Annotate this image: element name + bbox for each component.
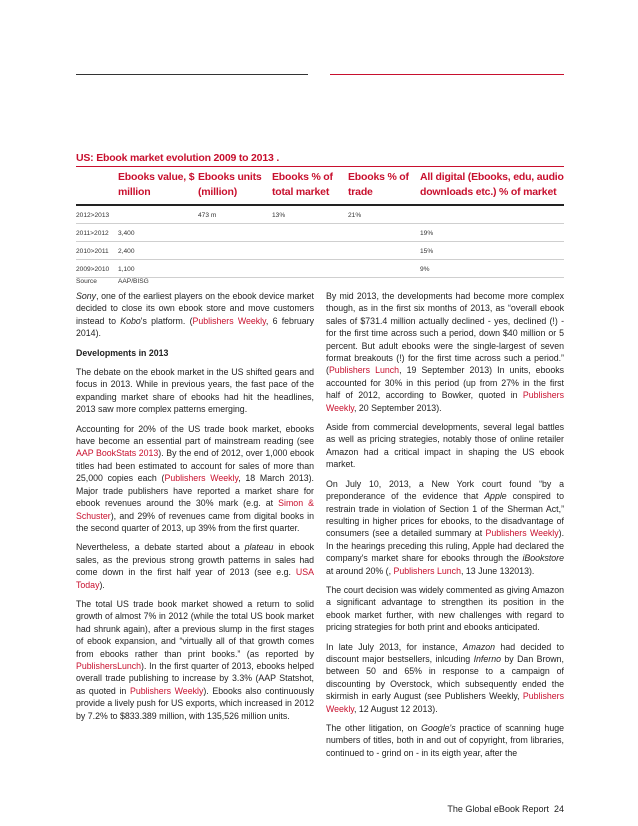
left-column — [76, 290, 314, 729]
page-footer — [447, 804, 564, 814]
paragraph: Sony, one of the earliest players on the ebook device market decided to close its own ebook store and move customers instead to Kobo's platform. (Publishers Weekly, 6 february 2014). — [76, 291, 314, 339]
paragraph: By mid 2013, the developments had become more complex though, as in the first six months of 2013, as “overall ebook sales of $731.4 million actually declined - yes, declined (!) - for the first time across such a period, down $40 million or 5 percent. But adult ebooks were the single-largest of seven format breakouts (!) for the first time across such a period.” (Publishers Lunch, 19 September 2013) In units, ebooks accounted for 30% in this period (up from 27% in the first half of 2012, according to Bowker, quoted in Publishers Weekly, 20 September 2013). — [326, 291, 565, 413]
table-title-rule — [76, 166, 564, 167]
section-heading: Developments in 2013 — [76, 347, 169, 358]
right-column — [326, 290, 564, 766]
row-pct-total: 13% — [272, 212, 286, 219]
source-link[interactable]: Publishers Weekly — [192, 315, 266, 326]
row-value: 3,400 — [118, 230, 135, 237]
col-header-pct-trade: Ebooks % of trade — [348, 171, 409, 198]
row-pct-trade: 21% — [348, 212, 362, 219]
paragraph: The other litigation, on Google's practice of scanning huge numbers of titles, both in and out of copyright, from libraries, continued to - grind on - in its eigth year, after the — [326, 723, 564, 758]
row-label: 2011>2012 — [76, 230, 109, 237]
table-row — [76, 206, 564, 224]
source-link[interactable]: Publishers Lunch — [328, 365, 400, 376]
col-header-units: Ebooks units (million) — [198, 171, 262, 198]
row-label: 2010>2011 — [76, 248, 109, 255]
source-value: AAP/BISG — [118, 278, 149, 285]
source-link[interactable]: Publishers Weekly — [129, 685, 204, 696]
col-header-all-digital: All digital (Ebooks, edu, audio downloads etc.) % of market — [420, 171, 564, 198]
paragraph: Aside from commercial developments, several legal battles as well as pricing strategies, notably those of online retailer Amazon had a critical impact in shaping the US ebook market. — [326, 422, 564, 470]
source-link[interactable]: Simon & Schuster — [76, 498, 314, 521]
paragraph: On July 10, 2013, a New York court found “by a preponderance of the evidence that Apple conspired to restrain trade in violation of Section 1 of the Sherman Act,” resulting in higher prices for ebooks, to the disadvantage of consumers (see a detailed summary at Publishers Weekly). In the hearings preceding this ruling, Apple had declared the company's market share for ebooks through the iBookstore at around 20% (, Publishers Lunch, 13 June 132013). — [326, 478, 565, 576]
source-link[interactable]: Publishers Weekly — [485, 528, 559, 539]
row-label: 2009>2010 — [76, 266, 110, 273]
source-link[interactable]: AAP BookStats 2013 — [76, 448, 159, 459]
source-link[interactable]: USA Today — [76, 567, 314, 590]
source-link[interactable]: Publishers Weekly — [326, 390, 564, 413]
source-label: Source — [76, 278, 97, 285]
paragraph: In late July 2013, for instance, Amazon had decided to discount major bestsellers, inlcuding Inferno by Dan Brown, between 50 and 65% in response to a campaign of discounting by Overstock, which subsequently ended the skirmish in early August (see Publishers Weekly, Publishers Weekly, 12 August 12 2013). — [326, 641, 564, 714]
source-link[interactable]: Publishers Weekly — [326, 691, 564, 714]
source-link[interactable]: Publishers Lunch — [393, 565, 461, 576]
table-row — [76, 242, 564, 260]
row-all-digital: 9% — [420, 266, 430, 273]
source-link[interactable]: Publishers Weekly — [164, 473, 239, 484]
paragraph: The total US trade book market showed a return to solid growth of almost 7% in 2012 (while the total US book market had shrunk again), after a previous slump in the first stages of ebook expansion, and “virtually all of that growth comes from ebooks rather than print books.” (as reported by PublishersLunch). In the first quarter of 2013, ebooks helped overall trade publishing to increase by 3.3% (AAP Statshot, as quoted in Publishers Weekly). Ebooks also continuously provide a lively push for US exports, which increased in 2012 by 7.2% to $833.389 million, with 135,526 million units. — [76, 598, 314, 721]
row-label: 2012>2013 — [76, 212, 110, 219]
row-all-digital: 19% — [420, 230, 434, 237]
paragraph: Nevertheless, a debate started about a plateau in ebook sales, as the previous strong growth patterns in sales had come down in the first half year of 2013 (see e.g. USA Today). — [76, 542, 314, 590]
page-number: 24 — [553, 804, 564, 814]
top-rule-left — [76, 74, 308, 75]
table-source-row — [76, 272, 564, 289]
paragraph: The court decision was widely commented as giving Amazon a significant advantage to strengthen its position in the ebook market further, with new challenges with regard to pricing strategies for both print and ebooks anticipated. — [326, 584, 564, 633]
table-row — [76, 224, 564, 242]
table-title: US: Ebook market evolution 2009 to 2013 . — [76, 152, 280, 164]
col-header-pct-total: Ebooks % of total market — [272, 171, 333, 198]
row-all-digital: 15% — [420, 248, 434, 255]
footer-title: The Global eBook Report — [447, 804, 549, 814]
top-rule-right — [330, 74, 564, 75]
col-header-value: Ebooks value, $ million — [118, 171, 195, 198]
source-link[interactable]: PublishersLunch — [76, 660, 142, 671]
row-value: 2,400 — [118, 248, 135, 255]
paragraph: Accounting for 20% of the US trade book market, ebooks have become an essential part of mainstream reading (see AAP BookStats 2013). By the end of 2012, over 1,000 ebook titles had been estimated to account for sales of more than 25,000 copies each (Publishers Weekly, 18 March 2013). Major trade publishers have reported a market share for ebook revenues around the 30% mark (e.g. at Simon & Schuster), and 29% of revenues came from digital books in the second quarter of 2013, up 39% from the first quarter. — [76, 423, 315, 533]
company-name: Kobo — [120, 315, 141, 326]
paragraph: The debate on the ebook market in the US shifted gears and focus in 2013. While in previous years, the fast pace of the expanding market share of ebooks had hit the headlines, 2013 saw more complex patterns emerging. — [76, 367, 314, 415]
row-units: 473 m — [198, 212, 217, 219]
company-name: Sony — [76, 291, 97, 301]
row-value: 1,100 — [118, 266, 135, 273]
